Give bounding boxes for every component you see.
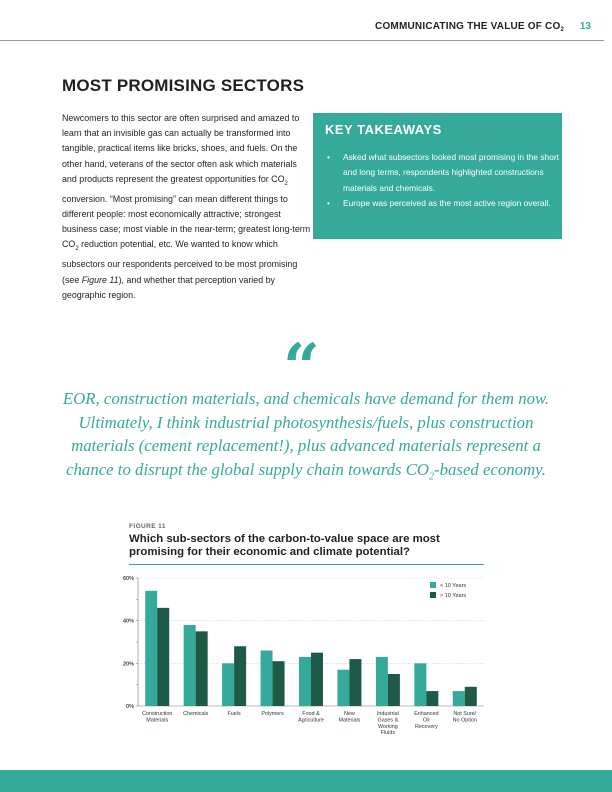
x-tick-label: Gases &	[377, 717, 399, 724]
bar	[465, 687, 477, 706]
figure-title-divider	[129, 564, 484, 565]
bar	[388, 674, 400, 706]
x-tick-label: Agriculture	[298, 717, 324, 724]
running-header-title: COMMUNICATING THE VALUE OF $CO_2$	[375, 21, 564, 33]
legend-swatch	[430, 592, 436, 598]
x-tick-label: Not Sure/	[453, 711, 477, 717]
x-tick-label: Materials	[146, 717, 169, 724]
key-takeaway-item: • Europe was perceived as the most active region overall.	[327, 196, 559, 211]
x-tick-label: Working	[378, 723, 398, 730]
footer-band	[0, 770, 612, 792]
figure-reference: Figure 11	[81, 274, 119, 285]
section-title: MOST PROMISING SECTORS	[62, 76, 305, 95]
y-tick-label: 0%	[126, 704, 134, 710]
bar	[234, 646, 246, 706]
x-tick-label: Enhanced	[414, 711, 439, 717]
bar	[299, 657, 311, 706]
key-takeaways-box	[313, 113, 562, 239]
bar	[261, 651, 273, 706]
key-takeaways-list	[327, 150, 559, 211]
bar-chart	[114, 568, 494, 758]
bar	[453, 691, 465, 706]
x-tick-label: No Option	[452, 717, 477, 724]
y-tick-label: 40%	[122, 618, 134, 625]
bar	[145, 591, 157, 706]
bar	[273, 661, 285, 706]
bar	[426, 691, 438, 706]
bar	[311, 653, 323, 706]
legend-label: > 10 Years	[440, 593, 467, 599]
bar	[222, 663, 234, 706]
y-tick-label: 60%	[122, 576, 134, 582]
x-tick-label: Polymers	[261, 711, 284, 717]
legend-swatch	[430, 582, 436, 588]
bar	[414, 663, 426, 706]
figure-title: Which sub-sectors of the carbon-to-value space are most promising for their economic and climate potential?	[129, 533, 440, 558]
x-tick-label: Recovery	[414, 723, 438, 730]
page-number: 13	[579, 21, 591, 32]
x-tick-label: Materials	[338, 717, 361, 724]
key-takeaway-item: • Asked what subsectors looked most promising in the short and long terms, respondents highlighted constructions materials and chemicals.	[327, 152, 559, 193]
body-paragraph: Newcomers to this sector are often surprised and amazed to learn that an invisible gas can actually be transformed into tangible, practical items like bricks, shoes, and fuels. On the other hand, veterans of the sector often ask which materials and products represent the greatest opportunities for $CO_2$ conversion. “Most promising” can mean different things to different people: most economically attractive; strongest business case; most viable in the near-term; greatest long-term $CO_2$ reduction potential, etc. We wanted to know which subsectors our respondents perceived to be most promising (see Figure 11), and whether that perception varied by geographic region.	[62, 113, 311, 300]
x-tick-label: Industrial	[376, 711, 399, 717]
x-tick-label: Oil	[423, 717, 430, 724]
quote-mark-icon: “	[283, 330, 320, 405]
figure-label: FIGURE 11	[129, 523, 166, 530]
x-tick-label: Food &	[302, 711, 320, 717]
x-tick-label: New	[344, 711, 355, 717]
x-tick-label: Fluids	[380, 730, 396, 737]
bar	[184, 625, 196, 706]
header-divider	[0, 40, 604, 41]
bar	[196, 631, 208, 706]
legend-label: < 10 Years	[440, 583, 467, 589]
bar	[337, 670, 349, 706]
x-tick-label: Fuels	[227, 711, 241, 717]
x-tick-label: Chemicals	[183, 711, 209, 717]
bullet-icon: •	[327, 152, 330, 162]
bar	[376, 657, 388, 706]
bar	[157, 608, 169, 706]
key-takeaways-title: KEY TAKEAWAYS	[325, 122, 442, 137]
bullet-icon: •	[327, 197, 330, 208]
x-tick-label: Construction	[142, 711, 173, 717]
pull-quote: EOR, construction materials, and chemicals have demand for them now. Ultimately, I think industrial photosynthesis/fuels, plus construction materials (cement replacement!), plus advanced materials represent a chance to disrupt the global supply chain towards $CO_2$-based economy.	[62, 389, 550, 482]
bar	[349, 659, 361, 706]
y-tick-label: 20%	[122, 661, 134, 668]
